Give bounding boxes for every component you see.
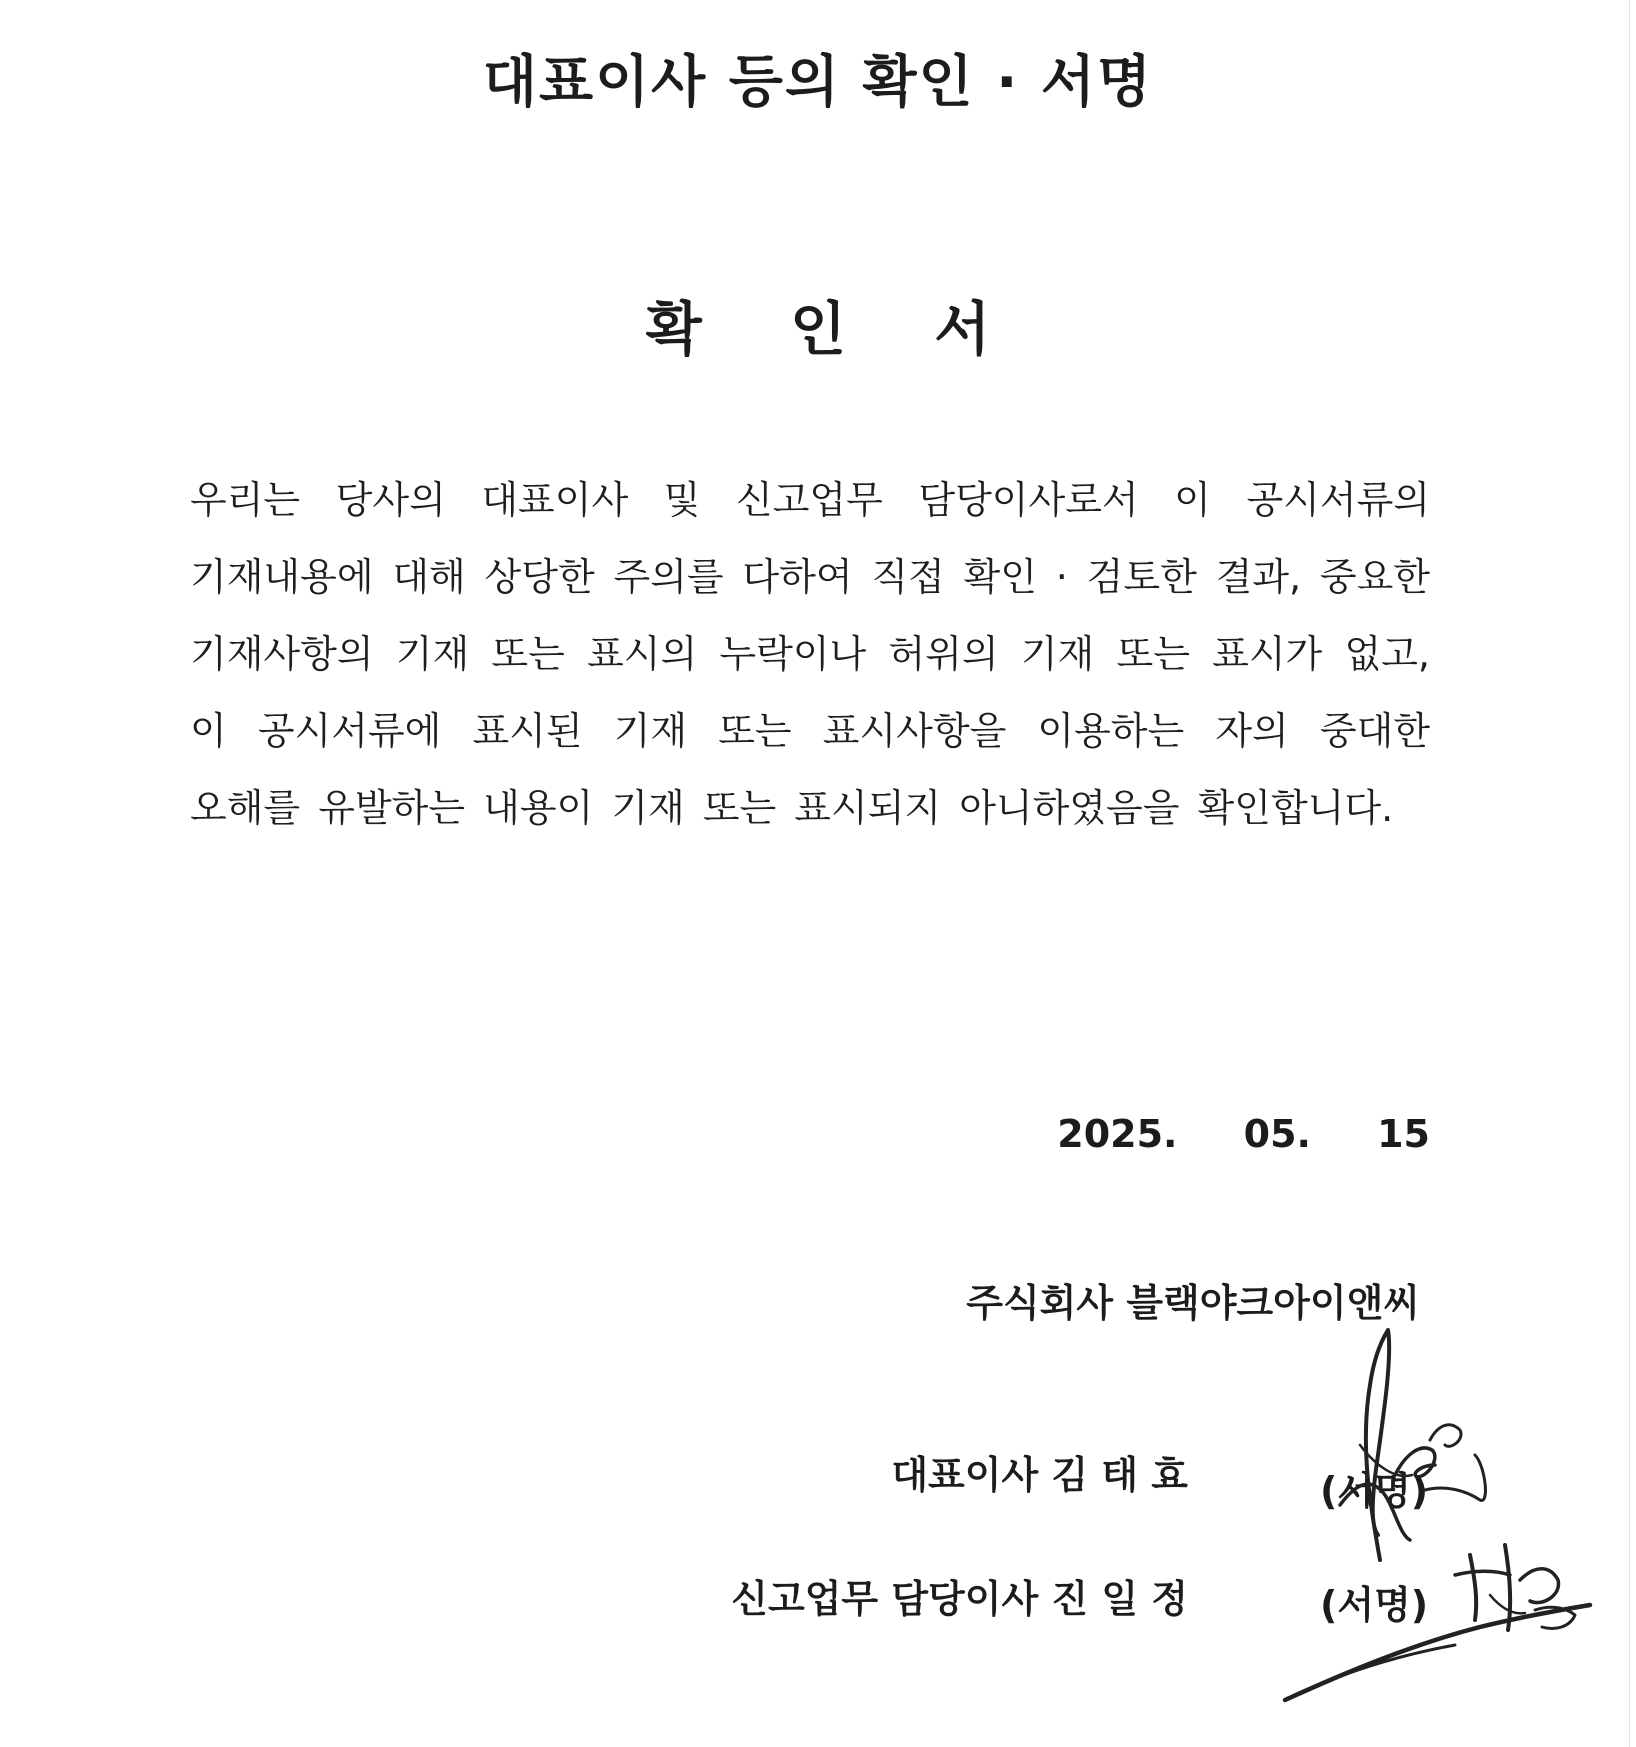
document-title: 확 인 서 (645, 295, 1025, 363)
company-name: 주식회사 블랙야크아이앤씨 (966, 1281, 1420, 1325)
officer-signature-tag: (서명) (1320, 1583, 1429, 1627)
scan-edge-line (1629, 0, 1630, 1747)
ceo-signer-label: 대표이사 김 태 효 (891, 1453, 1188, 1497)
document-heading: 대표이사 등의 확인 · 서명 (482, 50, 1154, 115)
document-date: 2025. 05. 15 (1057, 1112, 1430, 1156)
officer-signer-label: 신고업무 담당이사 진 일 정 (731, 1577, 1188, 1621)
ceo-handwritten-signature (1300, 1325, 1520, 1565)
ceo-signature-tag: (서명) (1320, 1469, 1429, 1513)
confirmation-body-text: 우리는 당사의 대표이사 및 신고업무 담당이사로서 이 공시서류의 기재내용에 대해 상당한 주의를 다하여 직접 확인 · 검토한 결과, 중요한 기재사항의 기재 또는 표시의 누락이나 허위의 기재 또는 표시가 없고, 이 공시서류에 표시된 기재 또는 표시사항을 이용하는 자의 중대한 오해를 유발하는 내용이 기재 또는 표시되지 아니하였음을 확인합니다. (190, 478, 1430, 830)
